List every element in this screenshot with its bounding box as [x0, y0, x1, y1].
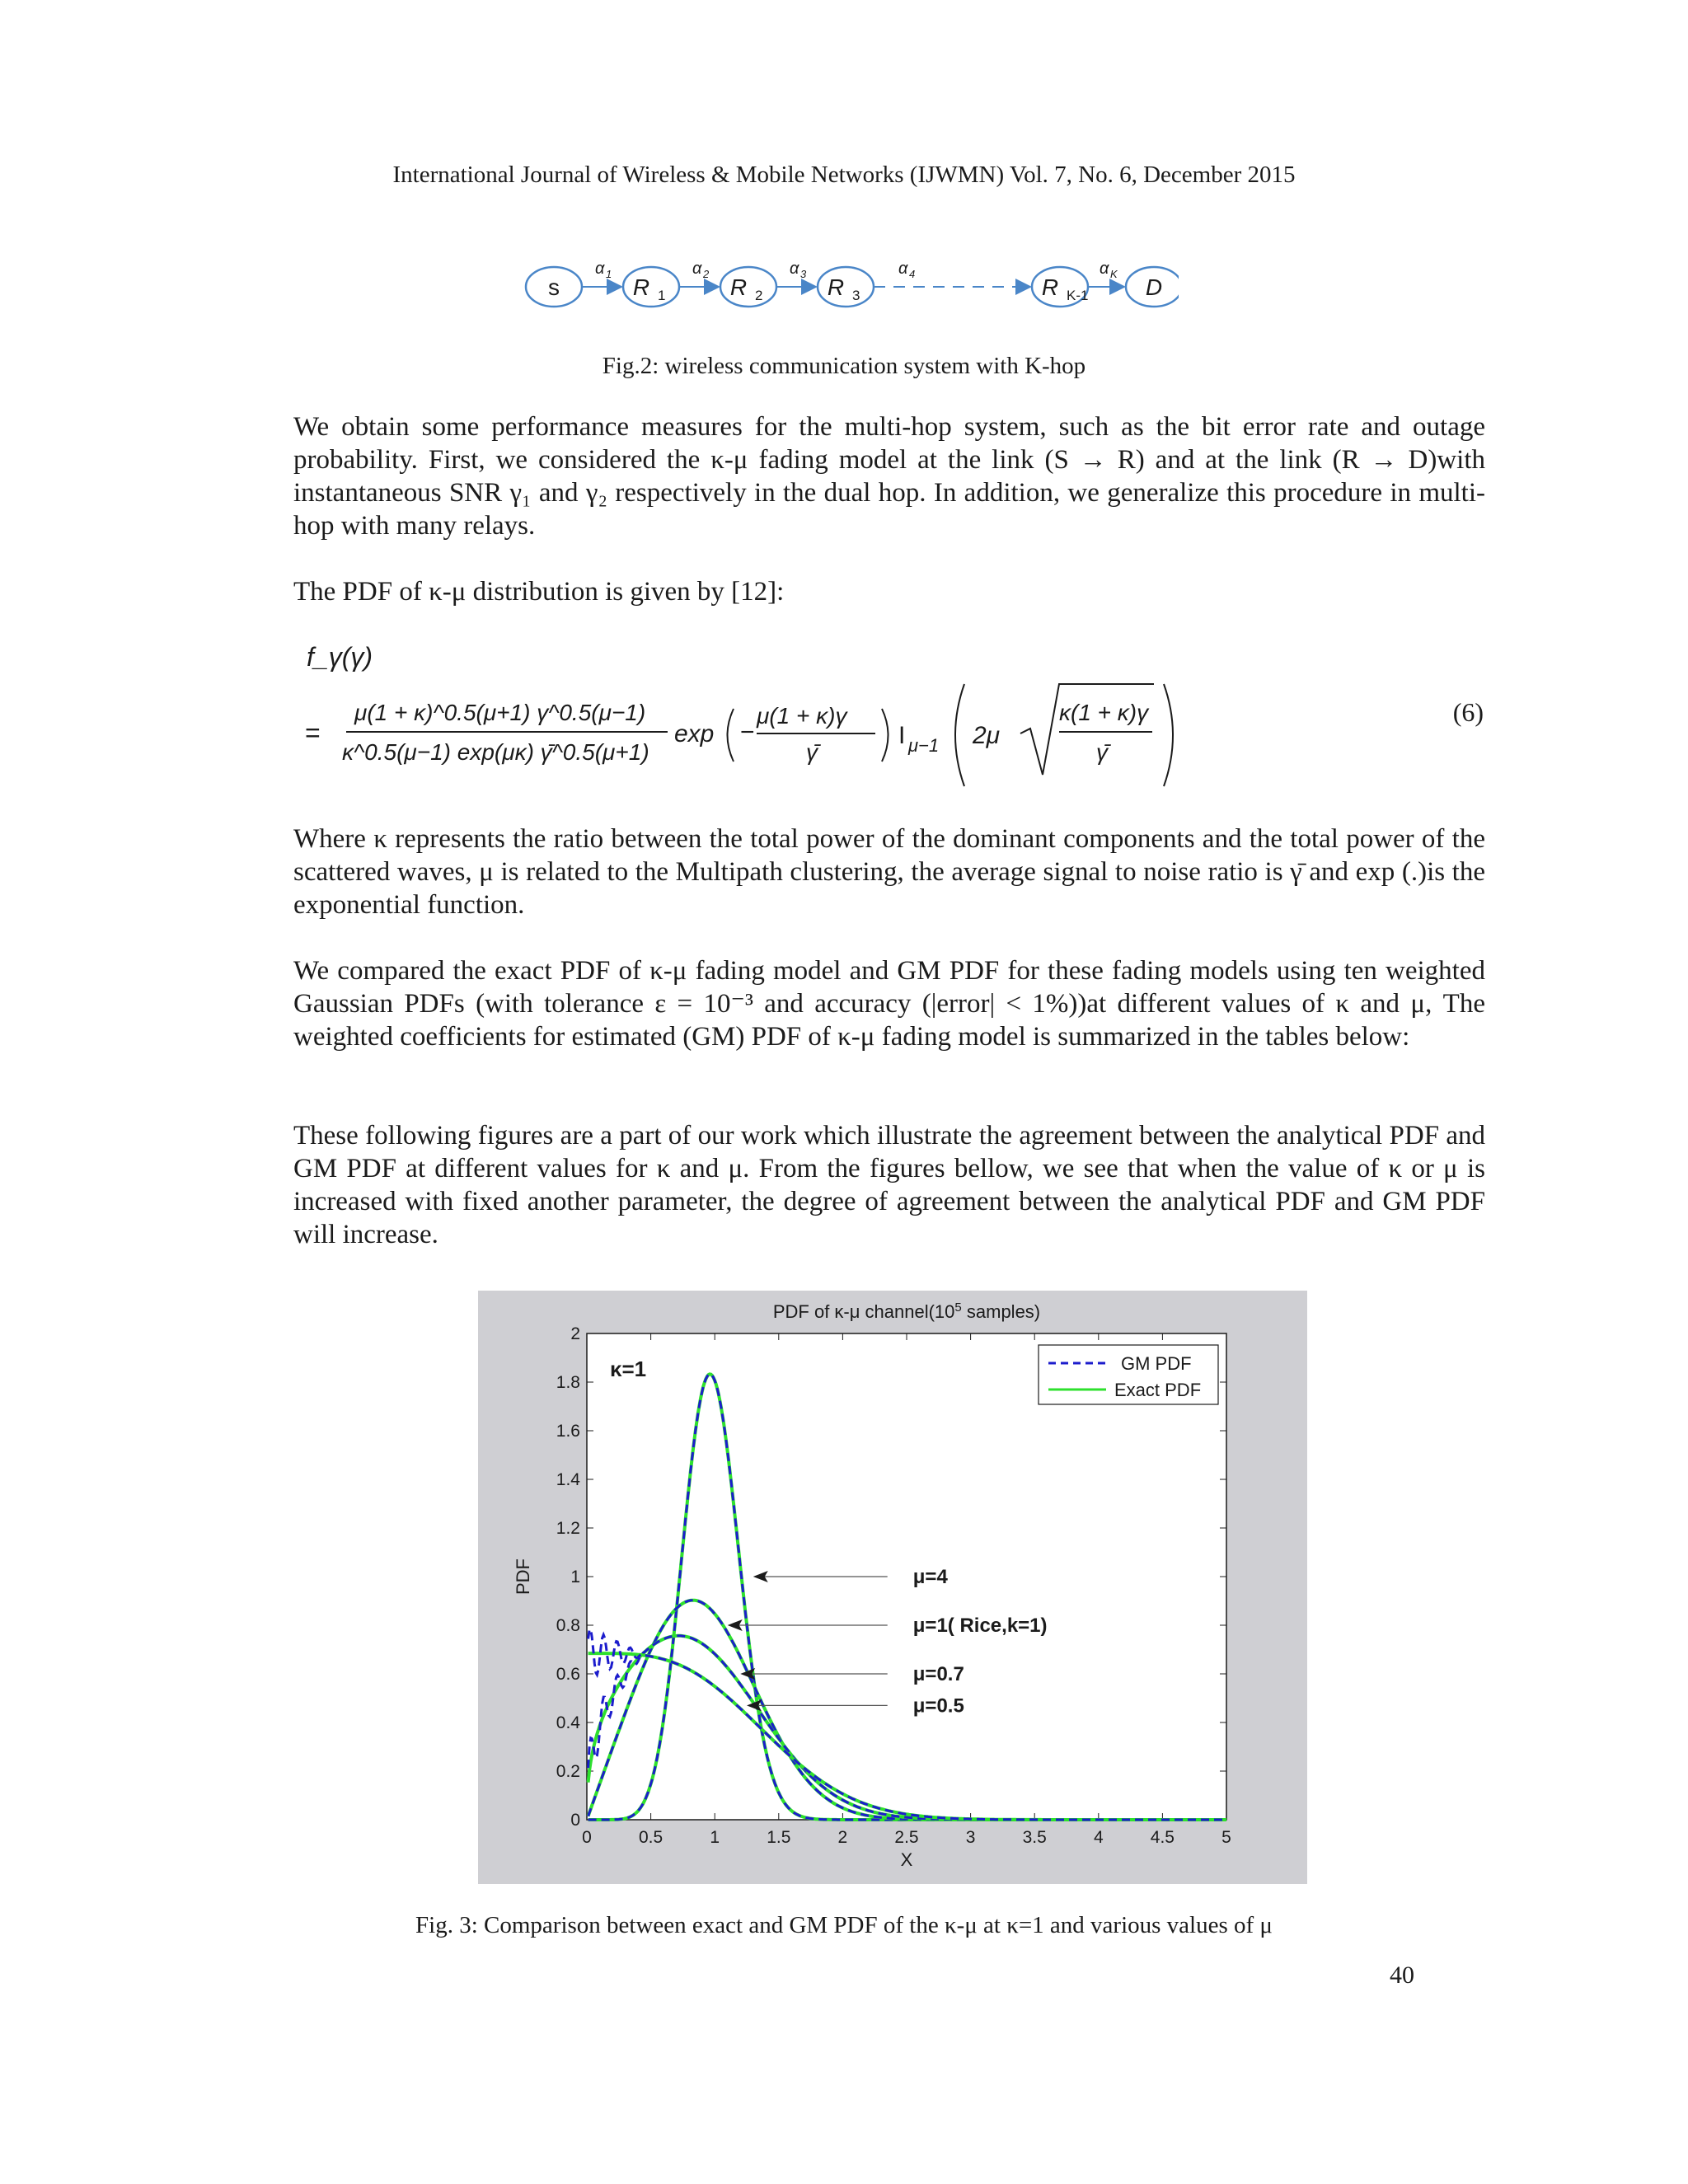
diagram-link-a1 — [582, 260, 621, 287]
svg-text:−: − — [740, 719, 755, 746]
paragraph-1 — [293, 410, 1485, 542]
paragraph-5-text: These following figures are a part of our work which illustrate the agreement between the analytical PDF and GM PDF at different values for κ and μ. From the figures bellow, we see that when the value of κ or μ is increased with fixed another parameter, the degree of agreement between the analytical PDF and GM PDF will increase. — [293, 1121, 1485, 1249]
y-tick-label: 1 — [570, 1568, 580, 1586]
y-axis-label: PDF — [513, 1558, 533, 1595]
svg-text:s: s — [548, 274, 560, 300]
svg-text:1: 1 — [606, 268, 612, 280]
annotation-label: μ=4 — [912, 1566, 948, 1588]
x-tick-label: 2 — [837, 1828, 848, 1847]
paragraph-3 — [293, 823, 1485, 921]
paragraph-1-text: We obtain some performance measures for the multi-hop system, such as the bit error rate and outage probability. First, we considered the κ-μ fading model at the link (S → R) and at the link (R → D)with instantaneous SNR γ₁ and γ₂ respectively in the dual hop. In addition, we generalize this procedure in multi-hop with many relays. — [293, 412, 1485, 541]
figure-3-chart — [478, 1291, 1307, 1884]
plot-area — [587, 1333, 1226, 1820]
svg-text:κ(1 + κ)γ: κ(1 + κ)γ — [1059, 700, 1149, 725]
y-tick-label: 1.6 — [556, 1422, 580, 1441]
equation-6 — [305, 635, 1484, 799]
svg-text:K: K — [1110, 268, 1118, 280]
svg-text:α: α — [790, 260, 799, 278]
diagram-link-ak — [1088, 260, 1124, 287]
x-tick-label: 2.5 — [894, 1828, 919, 1847]
eq-denominator: κ^0.5(μ−1) exp(μκ) γ̄^0.5(μ+1) — [342, 739, 649, 765]
svg-text:2: 2 — [755, 288, 763, 303]
y-tick-label: 1.4 — [556, 1470, 580, 1489]
svg-text:α: α — [1100, 260, 1109, 278]
svg-text:α: α — [898, 260, 908, 278]
svg-text:α: α — [692, 260, 702, 278]
svg-text:exp: exp — [674, 720, 715, 748]
svg-text:I: I — [898, 722, 906, 749]
y-tick-label: 2 — [570, 1324, 580, 1343]
eq-lhs: f_γ(γ) — [307, 642, 373, 672]
x-tick-label: 4 — [1093, 1828, 1104, 1847]
svg-text:R: R — [729, 274, 748, 300]
x-tick-label: 0 — [582, 1828, 592, 1847]
svg-text:2μ: 2μ — [973, 722, 1001, 749]
x-tick-label: 3 — [965, 1828, 976, 1847]
y-tick-label: 0.8 — [556, 1616, 580, 1635]
svg-text:K-1: K-1 — [1067, 288, 1089, 303]
chart-legend — [1039, 1345, 1218, 1404]
diagram-link-a4 — [874, 260, 1030, 287]
svg-text:4: 4 — [909, 268, 916, 280]
page-number: 40 — [1390, 1961, 1414, 1989]
y-tick-label: 0.6 — [556, 1665, 580, 1684]
x-tick-label: 4.5 — [1150, 1828, 1175, 1847]
chart-title: PDF of κ-μ $channel(10^5$ samples) — [772, 1301, 1041, 1322]
svg-text:μ−1: μ−1 — [908, 735, 940, 756]
eq-numerator: μ(1 + κ)^0.5(μ+1) γ^0.5(μ−1) — [354, 700, 646, 725]
diagram-node-s — [526, 267, 582, 307]
paragraph-4-text: We compared the exact PDF of κ-μ fading model and GM PDF for these fading models using ten weighted Gaussian PDFs (with tolerance ε = 10⁻³ and accuracy (|error| < 1%))at different values of κ and μ, The weighted coefficients for estimated (GM) PDF of κ-μ fading model is summarized in the tables below: — [293, 956, 1485, 1052]
legend-exact-label: Exact PDF — [1114, 1380, 1202, 1400]
y-tick-label: 0.4 — [556, 1713, 580, 1732]
diagram-link-a3 — [776, 260, 816, 287]
diagram-node-r1 — [623, 267, 679, 307]
annotation-label: μ=0.5 — [912, 1694, 964, 1718]
x-tick-label: 5 — [1221, 1828, 1231, 1847]
y-tick-label: 1.8 — [556, 1373, 580, 1392]
x-tick-label: 3.5 — [1022, 1828, 1047, 1847]
svg-text:3: 3 — [852, 288, 860, 303]
svg-text:γ̄: γ̄ — [806, 739, 818, 765]
svg-text:R: R — [632, 274, 650, 300]
x-tick-label: 1 — [710, 1828, 720, 1847]
diagram-node-r3 — [818, 267, 874, 307]
diagram-node-d — [1126, 267, 1179, 307]
y-tick-label: 1.2 — [556, 1519, 580, 1538]
journal-header: International Journal of Wireless & Mobile Networks (IJWMN) Vol. 7, No. 6, December 2015 — [392, 162, 1296, 188]
svg-text:2: 2 — [703, 268, 710, 280]
paragraph-5 — [293, 1119, 1485, 1251]
svg-text:1: 1 — [658, 288, 666, 303]
y-tick-label: 0 — [570, 1811, 580, 1830]
fig3-caption: Fig. 3: Comparison between exact and GM PDF of the κ-μ at κ=1 and various values of μ — [415, 1912, 1273, 1938]
fig2-caption: Fig.2: wireless communication system with K-hop — [602, 353, 1086, 379]
svg-text:R: R — [827, 274, 845, 300]
paragraph-3-text: Where κ represents the ratio between the total power of the dominant components and the total power of the scattered waves, μ is related to the Multipath clustering, the average signal to noise ratio is γ̄ and exp (.)is the exponential function. — [293, 824, 1485, 920]
multihop-diagram — [519, 247, 1179, 338]
paragraph-2 — [293, 575, 1485, 608]
svg-text:α: α — [595, 260, 605, 278]
legend-gm-label: GM PDF — [1121, 1353, 1192, 1374]
paragraph-4 — [293, 954, 1485, 1053]
equation-graphic — [305, 635, 1484, 799]
y-tick-label: 0.2 — [556, 1762, 580, 1781]
svg-text:μ(1 + κ)γ: μ(1 + κ)γ — [757, 703, 847, 729]
svg-text:=: = — [305, 718, 321, 748]
diagram-node-rk-1 — [1032, 267, 1088, 307]
annotation-label: μ=1( Rice,k=1) — [912, 1615, 1048, 1637]
kappa-label: κ=1 — [610, 1357, 647, 1381]
x-axis-label: X — [900, 1849, 913, 1870]
svg-text:γ̄: γ̄ — [1096, 739, 1108, 765]
svg-text:R: R — [1041, 274, 1059, 300]
svg-text:D: D — [1145, 274, 1163, 300]
equation-number: (6) — [1452, 697, 1484, 727]
diagram-link-a2 — [679, 260, 719, 287]
diagram-node-r2 — [720, 267, 776, 307]
annotation-label: μ=0.7 — [912, 1663, 964, 1685]
x-tick-label: 1.5 — [767, 1828, 791, 1847]
paragraph-2-text: The PDF of κ-μ distribution is given by [12]: — [293, 577, 785, 607]
svg-text:3: 3 — [800, 268, 807, 280]
x-tick-label: 0.5 — [638, 1828, 663, 1847]
